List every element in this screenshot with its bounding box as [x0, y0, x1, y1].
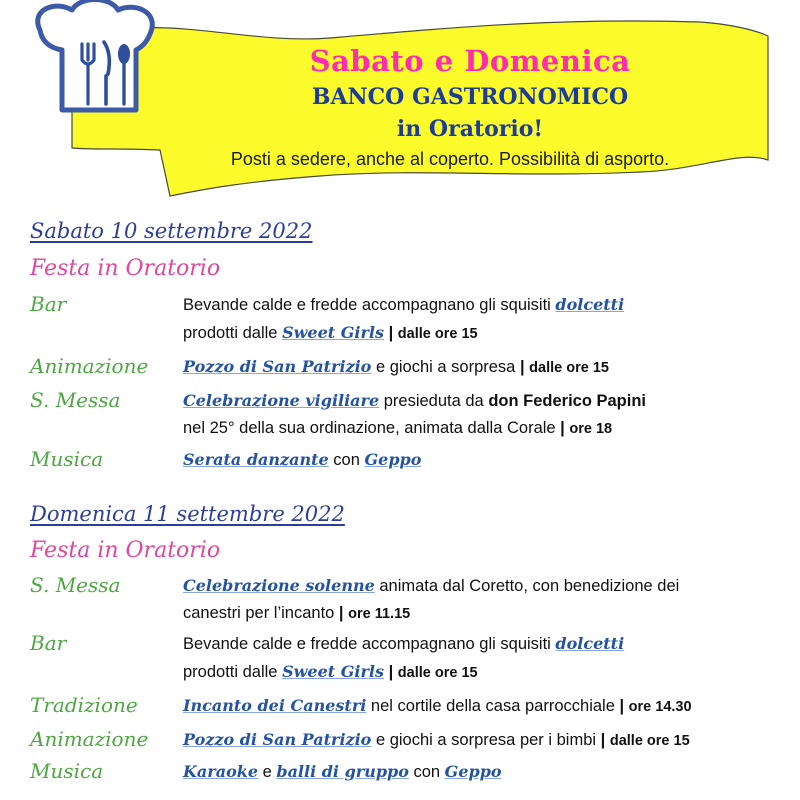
saturday-musica-line — [183, 450, 421, 470]
sunday-musica-label: Musica — [30, 759, 104, 783]
highlight: Geppo — [444, 762, 502, 781]
text: prodotti dalle — [183, 324, 283, 342]
banner-subtitle: BANCO GASTRONOMICO — [311, 84, 629, 110]
sunday-animazione-label: Animazione — [30, 727, 149, 751]
highlight: Geppo — [364, 450, 422, 469]
highlight: dolcetti — [555, 295, 625, 314]
sunday-bar-line2 — [183, 662, 478, 682]
saturday-animazione-line — [183, 357, 609, 377]
sunday-messa-line2 — [183, 604, 410, 623]
text: e — [258, 763, 277, 781]
banner-title: Sabato e Domenica — [309, 44, 631, 78]
sunday-musica-line — [183, 762, 502, 782]
sunday-tradizione-label: Tradizione — [30, 693, 138, 717]
separator: | — [600, 731, 610, 749]
separator: | — [519, 358, 530, 376]
highlight: dolcetti — [555, 634, 625, 653]
text: e giochi a sorpresa — [371, 358, 520, 376]
sunday-tradizione-line — [183, 696, 692, 716]
sunday-messa-label: S. Messa — [30, 573, 121, 597]
text: animata dal Coretto, con benedizione dei — [374, 577, 680, 595]
text: e giochi a sorpresa per i bimbi — [371, 731, 601, 749]
saturday-bar-line1 — [183, 295, 624, 315]
text: Bevande calde e fredde accompagnano gli squisiti — [183, 296, 556, 314]
text: Bevande calde e fredde accompagnano gli squisiti — [183, 635, 556, 653]
banner-subtitle-oratorio: in Oratorio! — [396, 116, 544, 142]
time: dalle ore 15 — [529, 360, 609, 376]
saturday-bar-label: Bar — [30, 292, 67, 316]
saturday-date: Sabato 10 settembre 2022 — [30, 219, 313, 243]
separator: | — [338, 604, 349, 622]
highlight: Sweet Girls — [282, 323, 384, 342]
highlight: Sweet Girls — [282, 662, 384, 681]
text: presieduta da — [379, 392, 489, 410]
time: ore 14.30 — [628, 699, 692, 715]
text: nel 25° della sua ordinazione, animata dalla Corale — [183, 419, 561, 437]
highlight: Celebrazione solenne — [183, 576, 375, 595]
text: prodotti dalle — [183, 663, 283, 681]
sunday-bar-line1 — [183, 634, 624, 654]
sunday-messa-line1 — [183, 576, 679, 596]
separator: | — [383, 663, 398, 681]
banner — [0, 0, 800, 200]
sunday-animazione-line — [183, 730, 690, 750]
time: dalle ore 15 — [397, 326, 478, 342]
sunday-festa: Festa in Oratorio — [30, 538, 221, 563]
time: dalle ore 15 — [397, 665, 478, 681]
text: con — [408, 763, 445, 781]
saturday-musica-label: Musica — [30, 447, 104, 471]
separator: | — [383, 324, 398, 342]
saturday-festa: Festa in Oratorio — [30, 256, 221, 281]
saturday-messa-label: S. Messa — [30, 388, 121, 412]
celebrant: don Federico Papini — [488, 392, 647, 410]
separator: | — [560, 419, 570, 437]
highlight: Pozzo di San Patrizio — [183, 357, 372, 376]
time: dalle ore 15 — [609, 733, 690, 749]
banner-note: Posti a sedere, anche al coperto. Possibilità di asporto. — [230, 149, 670, 169]
highlight: Serata danzante — [183, 450, 329, 469]
separator: | — [619, 697, 629, 715]
saturday-messa-line1 — [183, 391, 646, 411]
sunday-bar-label: Bar — [30, 631, 67, 655]
highlight: Celebrazione vigiliare — [183, 391, 380, 410]
sunday-date: Domenica 11 settembre 2022 — [30, 502, 345, 526]
highlight: Pozzo di San Patrizio — [183, 730, 372, 749]
highlight: Karaoke — [183, 762, 259, 781]
time: ore 11.15 — [348, 606, 411, 622]
saturday-animazione-label: Animazione — [30, 354, 149, 378]
time: ore 18 — [569, 421, 613, 437]
chef-hat-cutlery-icon — [38, 0, 153, 110]
saturday-messa-line2 — [183, 419, 612, 438]
saturday-bar-line2 — [183, 323, 478, 343]
highlight: balli di gruppo — [276, 762, 409, 781]
text: con — [328, 451, 365, 469]
text: nel cortile della casa parrocchiale — [366, 697, 620, 715]
text: canestri per l’incanto — [183, 604, 339, 622]
highlight: Incanto dei Canestri — [183, 696, 367, 715]
